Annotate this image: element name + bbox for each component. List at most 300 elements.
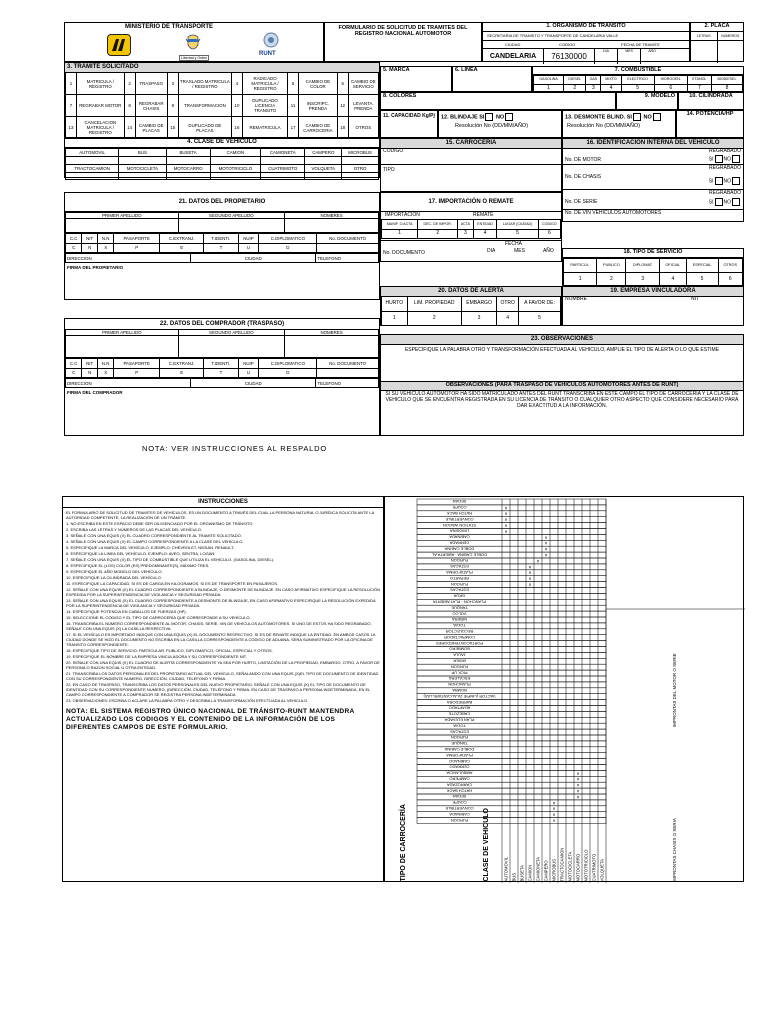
clase-label: MOTOTRICICLO bbox=[210, 165, 261, 173]
prop-doc-option[interactable]: D bbox=[259, 243, 317, 253]
servicio-option[interactable]: 2 bbox=[597, 273, 626, 287]
comp-doc-option[interactable]: T bbox=[204, 368, 238, 378]
prop-telefono-label[interactable]: TELEFONO bbox=[316, 254, 379, 263]
blindaje-title: 12. BLINDAJE bbox=[441, 114, 478, 121]
matrix-class-label: BUS bbox=[511, 872, 517, 882]
fecha-dia[interactable]: DIA bbox=[595, 49, 618, 64]
marca-box[interactable] bbox=[380, 66, 452, 92]
comp-nombres-label: NOMBRES bbox=[285, 330, 379, 336]
desmonte-resolucion[interactable]: Resolución No (DD/MM/AÑO) bbox=[567, 123, 641, 129]
matrix-body-label: CERRADA bbox=[449, 540, 470, 546]
clase-label: CAMIONETA bbox=[261, 149, 305, 157]
motor-regrabado-label: REGRABADO bbox=[709, 148, 741, 154]
matrix-body-label: SEDAN bbox=[452, 794, 467, 800]
tramite-option-14: CAMBIO DE PLACAS bbox=[135, 117, 167, 139]
prop-nombres-label: NOMBRES bbox=[285, 213, 379, 219]
fecha-mes[interactable]: MES bbox=[618, 49, 641, 64]
clase-checkbox[interactable] bbox=[342, 173, 379, 180]
importacion-label: LUGAR (CIUDAD) bbox=[497, 220, 538, 230]
matrix-body-label: CERRADO bbox=[449, 764, 470, 770]
comp-doc-option[interactable]: P bbox=[114, 368, 160, 378]
placa-numeros-field[interactable] bbox=[718, 41, 744, 63]
matrix-row bbox=[417, 711, 606, 717]
impronta-chasis-label: IMPRONTAS CHASIS O SERIA bbox=[672, 818, 677, 882]
matrix-class-label: AUTOMOVIL bbox=[503, 856, 509, 882]
alerta-option[interactable]: 5 bbox=[519, 311, 561, 326]
comp-doc-label: NUIP bbox=[238, 359, 259, 369]
instruccion-item: 2. ESCRIBA LAS LETRAS Y NÚMEROS DE LAS PLACAS DEL VEHÍCULO. bbox=[66, 527, 202, 532]
tramite-option-7: REGRABAR MOTOR bbox=[77, 95, 125, 117]
matrix-body-label: FURGON bbox=[450, 735, 469, 741]
comp-doc-label: No. DOCUMENTO bbox=[317, 359, 379, 369]
comp-direccion-label[interactable]: DIRECCION bbox=[66, 379, 191, 388]
clase-checkbox[interactable] bbox=[66, 173, 119, 180]
comp-doc-option[interactable]: N bbox=[82, 368, 98, 378]
matrix-class-label: MOTOCICLETA bbox=[567, 851, 573, 882]
servicio-label: OFICIAL bbox=[660, 259, 686, 273]
matrix-row bbox=[417, 741, 606, 747]
matrix-row bbox=[417, 735, 606, 741]
prop-doc-option[interactable]: T bbox=[204, 243, 238, 253]
prop-doc-option[interactable] bbox=[317, 243, 379, 253]
importacion-label: MANIF. O ACTA bbox=[382, 220, 418, 230]
alerta-option[interactable]: 3 bbox=[461, 311, 497, 326]
nota-instrucciones: NOTA: VER INSTRUCCIONES AL RESPALDO bbox=[142, 444, 327, 453]
clase-checkbox[interactable] bbox=[261, 173, 305, 180]
matrix-class-label: TRACTOCAMION bbox=[559, 847, 565, 882]
empresa-nombre-label[interactable]: NOMBRE bbox=[565, 296, 587, 302]
clase-label: OTRO bbox=[342, 165, 379, 173]
matrix-body-label: CABEZOTE bbox=[448, 711, 471, 717]
tramite-option-1: MATRICULA / REGISTRO bbox=[77, 73, 125, 95]
potencia-title: 14. POTENCIA/HP bbox=[686, 111, 734, 117]
combustible-option[interactable]: 8 bbox=[711, 84, 742, 93]
serie-si-checkbox[interactable] bbox=[715, 198, 723, 206]
combustible-option[interactable]: 3 bbox=[586, 84, 601, 93]
clase-checkbox[interactable] bbox=[210, 157, 261, 165]
linea-box[interactable] bbox=[452, 66, 532, 92]
blindaje-box bbox=[438, 110, 562, 138]
comp-doc-option[interactable]: U bbox=[238, 368, 259, 378]
clase-checkbox[interactable] bbox=[66, 157, 119, 165]
comp-doc-label: NIT bbox=[82, 359, 98, 369]
comp-doc-option[interactable]: E bbox=[159, 368, 203, 378]
comp-doc-option[interactable]: D bbox=[259, 368, 317, 378]
clase-label: CAMION bbox=[210, 149, 261, 157]
motor-label[interactable]: No. DE MOTOR bbox=[565, 157, 602, 163]
instruccion-item: 12. SEÑALE CON UNA EQUIS (X) EL CUADRO CORRESPONDIENTE A BLINDAJE, O DESMONTE DE BLINDAJE. EN CASO AFIRMATIVO ESPECIFIQUE LA RESOLUCIÓN EXPEDIDA POR LA SUPERINTENDENCIA DE VIGILANCIA Y SEGURIDAD PRIVADA. bbox=[66, 587, 380, 597]
chasis-no-checkbox[interactable] bbox=[732, 177, 740, 185]
tramite-number-9[interactable]: 9 bbox=[167, 95, 178, 117]
combustible-option[interactable]: 2 bbox=[564, 84, 586, 93]
matrix-check-mark: × bbox=[504, 511, 508, 518]
codigo-value[interactable]: 76130000 bbox=[544, 49, 595, 64]
alerta-option[interactable]: 2 bbox=[407, 311, 461, 326]
marca-title: 5. MARCA bbox=[383, 67, 410, 73]
matrix-body-label: DOBLE CABINA - ABIERTA AL bbox=[432, 552, 487, 558]
prop-nombres-field[interactable] bbox=[285, 219, 379, 233]
importacion-label: ACTA bbox=[458, 220, 474, 230]
blindaje-no-checkbox[interactable] bbox=[505, 113, 513, 121]
comp-nombres-field[interactable] bbox=[285, 336, 379, 358]
matrix-row bbox=[417, 629, 606, 635]
capacidad-title: 11. CAPACIDAD Kg/Pj bbox=[383, 113, 435, 119]
servicio-option[interactable]: 5 bbox=[686, 273, 718, 287]
matrix-check-mark: × bbox=[576, 794, 580, 801]
motor-si-checkbox[interactable] bbox=[715, 155, 723, 163]
clase-checkbox[interactable] bbox=[210, 173, 261, 180]
importacion-section bbox=[380, 192, 562, 262]
matrix-row bbox=[417, 529, 606, 535]
tramite-number-8[interactable]: 8 bbox=[124, 95, 135, 117]
prop-doc-label: C.DIPLOMATICO bbox=[259, 234, 317, 244]
tramite-option-16: REMATRICULA bbox=[242, 117, 287, 139]
matrix-body-label: REPARTO bbox=[450, 575, 469, 581]
instruccion-item: 16. TRANSCRIBA EL NUMERO CORRESPONDIENTE AL MOTOR, CHASIS, SERIE, VIN DE VEHÍCULOS AUTOMOTORES. SI UNO DE ESTOS HA SIDO REGRABADO, SEÑALE CON UNA EQUIS (X) LA CASILLA RESPECTIVA. bbox=[66, 621, 372, 631]
matrix-body-label: CABINADA bbox=[449, 534, 470, 540]
prop-doc-option[interactable]: X bbox=[97, 243, 113, 253]
modelo-title: 9. MODELO bbox=[644, 93, 675, 99]
combustible-option[interactable]: 6 bbox=[654, 84, 687, 93]
prop-direccion-label[interactable]: DIRECCION bbox=[66, 254, 191, 263]
importacion-option[interactable]: 2 bbox=[418, 229, 458, 239]
matrix-body-label: BOMBA bbox=[452, 688, 467, 693]
matrix-body-label: FURGON bbox=[450, 664, 469, 670]
comp-doc-label: C.DIPLOMATICO bbox=[259, 359, 317, 369]
matrix-check-mark: × bbox=[544, 541, 548, 548]
clase-checkbox[interactable] bbox=[119, 173, 166, 180]
comp-firma-label[interactable]: FIRMA DEL COMPRADOR bbox=[67, 390, 123, 395]
servicio-label: DIPLOMAT. bbox=[626, 259, 660, 273]
prop-ciudad-label[interactable]: CIUDAD bbox=[191, 254, 316, 263]
instruccion-item: 6. ESPECIFIQUE LA LINEA DEL VEHÍCULO. EJEMPLO: AVEO, SENTRA, LOGAN. bbox=[66, 551, 216, 556]
combustible-label: GAS bbox=[586, 76, 601, 85]
ciudad-label: CIUDAD bbox=[505, 42, 521, 47]
comp-ciudad-label[interactable]: CIUDAD bbox=[191, 379, 316, 388]
desmonte-box bbox=[562, 110, 676, 138]
matrix-row bbox=[417, 658, 606, 664]
ciudad-value[interactable]: CANDELARIA bbox=[483, 49, 544, 64]
matrix-body-label: NIÑERA bbox=[451, 617, 468, 623]
matrix-body-label: PLAN ELEVADA bbox=[444, 717, 475, 723]
combustible-label: MIXTO bbox=[601, 76, 621, 85]
matrix-body-label: ESTACAS bbox=[450, 587, 469, 593]
comp-doc-option[interactable]: X bbox=[97, 368, 113, 378]
comp-doc-option[interactable] bbox=[317, 368, 379, 378]
tramite-number-2[interactable]: 2 bbox=[124, 73, 135, 95]
combustible-label: HIDROGEN. bbox=[654, 76, 687, 85]
placa-letras-label: LETRAS bbox=[691, 32, 718, 40]
servicio-option[interactable]: 4 bbox=[660, 273, 686, 287]
prop-apellido1-field[interactable] bbox=[66, 219, 179, 233]
matrix-body-label: BOMBERO bbox=[449, 646, 470, 652]
importacion-option[interactable]: 5 bbox=[497, 229, 538, 239]
matrix-row bbox=[417, 558, 606, 564]
clase-checkbox[interactable] bbox=[166, 157, 210, 165]
instruccion-item: 7. SEÑALE CON UNA EQUIS (X) EL TIPO DE COMBUSTIBLE QUE UTILIZA EL VEHÍCULO. (GASOLINA, DIESEL). bbox=[66, 557, 275, 562]
tramite-number-14[interactable]: 14 bbox=[124, 117, 135, 139]
prop-doc-option[interactable]: U bbox=[238, 243, 259, 253]
obs-traspaso-text[interactable]: SI SU VEHICULO AUTOMOTOR HA SIDO MATRICULADO ANTES DEL RUNT TRANSCRIBA EN ESTE CAMPO EL TIPO DE CARROCERIA Y LA CLASE DE VEHICULO QUE SE ENCUENTRA REGISTRADA EN SU LICENCIA DE TRÁNSITO O CUALQUIER OTRO ASPECTO QUE CONSIDERE NECESARIO PARA DAR EXACTITUD A LA INFORMACIÓN. bbox=[385, 391, 739, 409]
serie-no-checkbox[interactable] bbox=[732, 198, 740, 206]
tramite-number-6[interactable]: 6 bbox=[337, 73, 348, 95]
tramite-number-3[interactable]: 3 bbox=[167, 73, 178, 95]
matrix-row bbox=[417, 688, 606, 694]
motor-no-checkbox[interactable] bbox=[732, 155, 740, 163]
instruccion-item: 4. SEÑALE CON UNA EQUIS (X) EL CAMPO CORRESPONDIENTE A LA CLASE DEL VEHÍCULO. bbox=[66, 539, 244, 544]
blindaje-no-label: NO bbox=[495, 114, 505, 121]
alerta-label: LIM. PROPIEDAD bbox=[407, 297, 461, 312]
importacion-option[interactable]: 1 bbox=[382, 229, 418, 239]
serie-label[interactable]: No. DE SERIE bbox=[565, 199, 598, 205]
blindaje-si-checkbox[interactable] bbox=[485, 113, 493, 121]
comp-apellido1-label: PRIMER APELLIDO bbox=[66, 330, 179, 336]
comp-doc-label: T.IDENTI. bbox=[204, 359, 238, 369]
matrix-body-label: TOLVA bbox=[453, 623, 466, 629]
tramite-number-15[interactable]: 15 bbox=[167, 117, 178, 139]
matrix-row bbox=[417, 753, 606, 759]
cilindrada-title: 10. CILINDRADA bbox=[689, 93, 733, 99]
prop-doc-label: N.N bbox=[97, 234, 113, 244]
clase-checkbox[interactable] bbox=[342, 157, 379, 165]
matrix-check-mark: × bbox=[528, 564, 532, 571]
matrix-row bbox=[417, 652, 606, 658]
blindaje-resolucion[interactable]: Resolución No (DD/MM/AÑO) bbox=[455, 123, 529, 129]
serie-regrabado-label: REGRABADO bbox=[709, 190, 741, 196]
matrix-body-label: CABINADA bbox=[449, 811, 470, 817]
alerta-label: OTRO bbox=[497, 297, 519, 312]
instruccion-item: 17. SI EL VEHÍCULO ES IMPORTADO INDIQUE CON UNA EQUIS (X) EL DOCUMENTO RESPECTIVO. SI ES DE REMATE INDIQUE LA ENTIDAD. EN AMBOS CASOS LA CIUDAD DONDE SE HIZO EL DOCUMENTO NO ESCRIBA EN LA CASILLA CORRESPONDIENTE A CODIGO DE ADUANA, SERA SUMINISTRADO POR LA OFICINA DE TRANSITO CORRESPONDIENTE. bbox=[66, 632, 376, 647]
instruccion-item: 3. SEÑALE CON UNA EQUIS (X) EL CUADRO CORRESPONDIENTE AL TRAMITE SOLICITADO. bbox=[66, 533, 242, 538]
instruccion-item: 5. ESPECIFIQUE LA MARCA DEL VEHÍCULO. EJEMPLO: CHEVROLET, NISSAN, RENAULT. bbox=[66, 545, 235, 550]
tramite-option-3: TRASLADO MATRICULA / REGISTRO bbox=[178, 73, 231, 95]
imp-mes[interactable]: MES bbox=[514, 248, 525, 254]
tramite-option-15: DUPLICADO DE PLACAS bbox=[178, 117, 231, 139]
matrix-row bbox=[417, 617, 606, 623]
prop-firma-label[interactable]: FIRMA DEL PROPIETARIO bbox=[67, 265, 124, 270]
matrix-row bbox=[417, 765, 606, 771]
tramite-number-17[interactable]: 17 bbox=[288, 117, 299, 139]
combustible-label: DIESEL bbox=[564, 76, 586, 85]
comp-doc-label: C.C bbox=[66, 359, 82, 369]
tramite-option-8: REGRABAR CHASIS bbox=[135, 95, 167, 117]
matrix-row bbox=[417, 682, 606, 688]
placa-letras-field[interactable] bbox=[691, 41, 718, 63]
clase-checkbox[interactable] bbox=[305, 157, 342, 165]
alerta-label: EMBARGO bbox=[461, 297, 497, 312]
servicio-option[interactable]: 6 bbox=[718, 273, 743, 287]
matrix-body-label: HATCH BACK bbox=[446, 788, 473, 794]
propietario-section bbox=[64, 192, 380, 300]
instrucciones-list bbox=[63, 508, 383, 706]
comprador-title: 22. DATOS DEL COMPRADOR (TRASPASO) bbox=[159, 321, 285, 327]
runt-logo-icon bbox=[259, 32, 283, 50]
matrix-check-mark: × bbox=[504, 505, 508, 512]
colores-box[interactable] bbox=[380, 92, 616, 110]
combustible-title: 7. COMBUSTIBLE bbox=[533, 67, 743, 75]
runt-logo-text: RUNT bbox=[259, 51, 276, 57]
matrix-row bbox=[417, 570, 606, 576]
servicio-title: 18. TIPO DE SERVICIO bbox=[563, 249, 743, 258]
clase-checkbox[interactable] bbox=[166, 173, 210, 180]
chasis-label[interactable]: No. DE CHASIS bbox=[565, 174, 602, 180]
matrix-row bbox=[417, 623, 606, 629]
matrix-row bbox=[417, 676, 606, 682]
tramite-number-16[interactable]: 16 bbox=[231, 117, 242, 139]
prop-doc-option[interactable]: C bbox=[66, 243, 82, 253]
tramite-number-7[interactable]: 7 bbox=[66, 95, 77, 117]
vin-label[interactable]: No. DE VIN VEHICULOS AUTOMOTORES bbox=[565, 210, 662, 216]
desmonte-si-checkbox[interactable] bbox=[633, 113, 641, 121]
matrix-check-mark: × bbox=[504, 517, 508, 524]
prop-doc-option[interactable]: P bbox=[114, 243, 160, 253]
tramite-number-5[interactable]: 5 bbox=[288, 73, 299, 95]
tramite-number-13[interactable]: 13 bbox=[66, 117, 77, 139]
matrix-row bbox=[417, 499, 606, 505]
libertad-caption: Libertad y Orden bbox=[181, 56, 208, 60]
importacion-option[interactable]: 4 bbox=[473, 229, 497, 239]
combustible-label: BIODIESEL bbox=[711, 76, 742, 85]
matrix-check-mark: × bbox=[544, 547, 548, 554]
placa-title: 2. PLACA bbox=[691, 23, 743, 32]
matrix-body-label: BARREDORA bbox=[446, 699, 473, 705]
prop-doc-option[interactable]: N bbox=[82, 243, 98, 253]
matrix-body-label: TANQUE bbox=[451, 741, 468, 747]
tramite-option-18: OTROS bbox=[348, 117, 378, 139]
placa-box bbox=[690, 22, 744, 62]
tramite-option-4: RADICADO MATRICULA / REGISTRO bbox=[242, 73, 287, 95]
coat-of-arms-icon bbox=[185, 33, 201, 55]
prop-doc-label: PASAPORTE bbox=[114, 234, 160, 244]
empresa-section bbox=[562, 286, 744, 326]
fecha-ano[interactable]: AÑO bbox=[648, 49, 656, 53]
alerta-option[interactable]: 1 bbox=[382, 311, 408, 326]
carroceria-codigo-label[interactable]: CODIGO bbox=[381, 148, 561, 165]
matrix-body-label: DOBLE CABINA bbox=[444, 546, 475, 552]
matrix-body-label: ESTACAS bbox=[450, 729, 469, 735]
empresa-nit-label[interactable]: NIT bbox=[691, 296, 700, 302]
clase-title: 4. CLASE DE VEHICULO bbox=[65, 139, 379, 148]
combustible-option[interactable]: 4 bbox=[601, 84, 621, 93]
tramite-number-4[interactable]: 4 bbox=[231, 73, 242, 95]
matrix-class-label: MOTOCARRO bbox=[575, 853, 581, 882]
comp-apellido1-field[interactable] bbox=[66, 336, 179, 358]
combustible-option[interactable]: 1 bbox=[534, 84, 564, 93]
combustible-option[interactable]: 5 bbox=[621, 84, 654, 93]
chasis-si-checkbox[interactable] bbox=[715, 177, 723, 185]
tramite-option-11: INSCRIPC. PRENDA bbox=[299, 95, 338, 117]
matrix-body-label: PICK UP bbox=[451, 670, 468, 676]
instruccion-item: 9. ESPECIFIQUE EL AÑO MODELO DEL VEHÍCULO. bbox=[66, 569, 163, 574]
observaciones-title: 23. OBSERVACIONES bbox=[381, 335, 743, 345]
tramite-number-11[interactable]: 11 bbox=[288, 95, 299, 117]
prop-apellido2-field[interactable] bbox=[178, 219, 284, 233]
tramite-number-18[interactable]: 18 bbox=[337, 117, 348, 139]
imp-documento-label[interactable]: No. DOCUMENTO bbox=[383, 250, 425, 256]
servicio-option[interactable]: 3 bbox=[626, 273, 660, 287]
organismo-title: 1. ORGANISMO DE TRÁNSITO bbox=[483, 23, 689, 32]
prop-doc-label: C.C bbox=[66, 234, 82, 244]
carroceria-tipo-label[interactable]: TIPO bbox=[383, 167, 395, 173]
propietario-title: 21. DATOS DEL PROPIETARIO bbox=[65, 193, 379, 212]
instruccion-item: 18. ESPECIFIQUE TIPO DE SERVICIO: PARTICULAR, PUBLICO, DIPLOMATICO, OFICIAL, ESPECIAL Y OTROS. bbox=[66, 648, 273, 653]
matrix-body-label: SEDAN bbox=[452, 499, 467, 505]
obs-traspaso-title: OBSERVACIONES (PARA TRASPASO DE VEHICULOS AUTOMOTORES ANTES DE RUNT) bbox=[381, 381, 743, 391]
organismo-box bbox=[482, 22, 690, 62]
matrix-row bbox=[417, 664, 606, 670]
instrucciones-nota: NOTA: EL SISTEMA REGISTRO ÚNICO NACIONAL DE TRÁNSITO-RUNT MANTENDRA ACTUALIZADO LOS CODIGOS Y EL CONTENIDO DE LA INFORMACIÓN DE LOS DIFERENTES CAMPOS DE ESTE FORMULARIO. bbox=[66, 708, 355, 731]
matrix-row bbox=[417, 605, 606, 611]
importacion-option[interactable]: 6 bbox=[538, 229, 560, 239]
form-title-box bbox=[324, 22, 482, 62]
servicio-label: OTROS bbox=[718, 259, 743, 273]
matrix-class-label: CAMIONETA bbox=[535, 856, 541, 882]
matrix-check-mark: × bbox=[576, 789, 580, 795]
chasis-regrabado-label: REGRABADO bbox=[709, 165, 741, 171]
comp-doc-option[interactable]: C bbox=[66, 368, 82, 378]
clase-checkbox[interactable] bbox=[119, 157, 166, 165]
imp-dia[interactable]: DIA bbox=[487, 248, 496, 254]
matrix-check-mark: × bbox=[552, 800, 556, 807]
matrix-body-label: ESTACAS bbox=[450, 564, 469, 570]
matrix-row bbox=[417, 540, 606, 546]
matrix-row bbox=[417, 593, 606, 599]
prop-doc-label: T.IDENTI. bbox=[204, 234, 238, 244]
prop-apellido1-label: PRIMER APELLIDO bbox=[66, 213, 179, 219]
tramite-number-12[interactable]: 12 bbox=[337, 95, 348, 117]
matrix-body-label: FURGON bbox=[450, 817, 469, 823]
modelo-box[interactable] bbox=[616, 92, 678, 110]
desmonte-no-checkbox[interactable] bbox=[653, 113, 661, 121]
prop-doc-option[interactable]: E bbox=[159, 243, 203, 253]
importacion-option[interactable]: 3 bbox=[458, 229, 474, 239]
tramite-number-1[interactable]: 1 bbox=[66, 73, 77, 95]
tramite-option-12: LEVANTA. PRENDA bbox=[348, 95, 378, 117]
capacidad-box[interactable] bbox=[380, 110, 438, 138]
matrix-body-label: PLATAFORMA bbox=[446, 570, 473, 575]
clase-checkbox[interactable] bbox=[305, 173, 342, 180]
comp-doc-label: N.N bbox=[97, 359, 113, 369]
comp-apellido2-field[interactable] bbox=[178, 336, 284, 358]
instruccion-item: 19. ESPECIFIQUE EL NOMBRE DE LA EMPRESA VINCULADORA Y SU CORRESPONDIENTE NIT. bbox=[66, 654, 247, 659]
matrix-tipo-label: TIPO DE CARROCERÍA bbox=[400, 804, 407, 882]
clase-label: MOTOCICLETA bbox=[119, 165, 166, 173]
matrix-body-label: STATION WAGON bbox=[442, 522, 477, 528]
alerta-option[interactable]: 4 bbox=[497, 311, 519, 326]
servicio-option[interactable]: 1 bbox=[564, 273, 597, 287]
combustible-option[interactable]: 7 bbox=[687, 84, 711, 93]
comp-doc-label: C.EXTRANJ. bbox=[159, 359, 203, 369]
carroceria-section bbox=[380, 138, 562, 192]
matrix-check-mark: × bbox=[528, 570, 532, 577]
importacion-label: ENTIDAD bbox=[473, 220, 497, 230]
importacion-label: DEC. DE IMPOR. bbox=[418, 220, 458, 230]
imp-ano[interactable]: AÑO bbox=[542, 248, 554, 254]
observaciones-text[interactable]: ESPECIFIQUE LA PALABRA OTRO Y TRANSFORMACIÓN EFECTUADA AL VEHICULO, AMPLIE EL TIPO DE ALERTA O LO QUE ESTIME bbox=[404, 347, 720, 353]
comprador-section bbox=[64, 318, 380, 436]
cilindrada-box[interactable] bbox=[678, 92, 744, 110]
matrix-row bbox=[417, 534, 606, 540]
tramite-option-5: CAMBIO DE COLOR bbox=[299, 73, 338, 95]
potencia-box[interactable] bbox=[676, 110, 744, 138]
colores-title: 8. COLORES bbox=[383, 93, 417, 99]
tramite-number-10[interactable]: 10 bbox=[231, 95, 242, 117]
matrix-body-label: CONVERTIBLE bbox=[445, 516, 474, 522]
clase-checkbox[interactable] bbox=[261, 157, 305, 165]
matrix-body-label: DOBLE CABINA bbox=[444, 747, 475, 752]
matrix-row bbox=[417, 588, 606, 594]
comp-telefono-label[interactable]: TELEFONO bbox=[316, 379, 379, 388]
